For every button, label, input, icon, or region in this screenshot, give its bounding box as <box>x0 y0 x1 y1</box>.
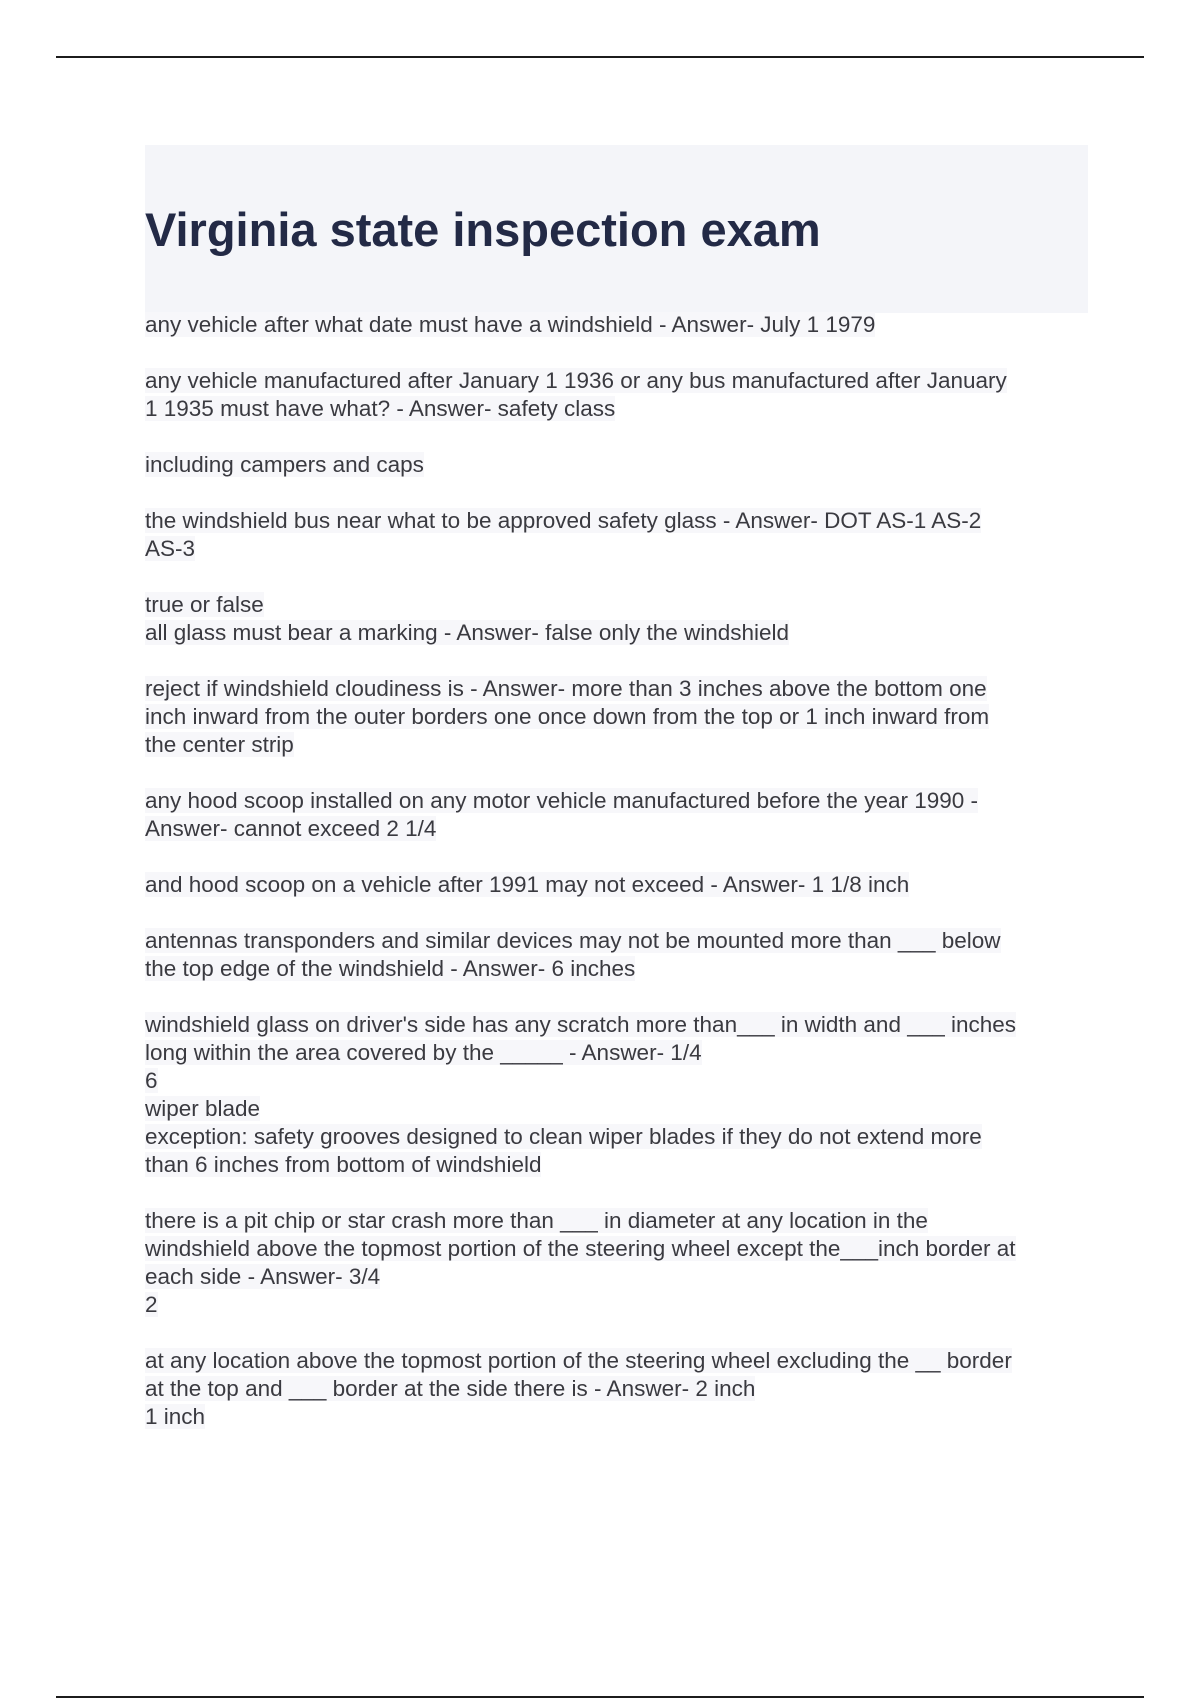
qa-line-text: 2 <box>145 1292 158 1317</box>
qa-line <box>145 507 1090 535</box>
qa-line-text: the center strip <box>145 732 294 757</box>
document-title: Virginia state inspection exam <box>145 203 821 256</box>
header-rule <box>56 56 1144 58</box>
qa-entry <box>145 1207 1090 1319</box>
qa-line <box>145 675 1090 703</box>
qa-line <box>145 1263 1090 1291</box>
qa-line-text: and hood scoop on a vehicle after 1991 may not exceed - Answer- 1 1/8 inch <box>145 872 910 897</box>
qa-line-text: including campers and caps <box>145 452 424 477</box>
qa-line-text: all glass must bear a marking - Answer- false only the windshield <box>145 620 790 645</box>
qa-line <box>145 1403 1090 1431</box>
qa-line <box>145 703 1090 731</box>
qa-line-text: 6 <box>145 1068 158 1093</box>
qa-line <box>145 1095 1090 1123</box>
qa-line <box>145 1235 1090 1263</box>
qa-line <box>145 1011 1090 1039</box>
qa-line <box>145 731 1090 759</box>
qa-line-text: the windshield bus near what to be approved safety glass - Answer- DOT AS-1 AS-2 <box>145 508 982 533</box>
qa-line-text: windshield glass on driver's side has any scratch more than___ in width and ___ inches <box>145 1012 1017 1037</box>
qa-line-text: at any location above the topmost portion of the steering wheel excluding the __ border <box>145 1348 1012 1373</box>
qa-line <box>145 591 1090 619</box>
qa-line-text: true or false <box>145 592 264 617</box>
qa-line-text: exception: safety grooves designed to clean wiper blades if they do not extend more <box>145 1124 982 1149</box>
qa-line <box>145 871 1090 899</box>
qa-line-text: than 6 inches from bottom of windshield <box>145 1152 542 1177</box>
qa-line-text: any hood scoop installed on any motor vehicle manufactured before the year 1990 - <box>145 788 979 813</box>
qa-line-text: Answer- cannot exceed 2 1/4 <box>145 816 437 841</box>
qa-entry <box>145 1347 1090 1431</box>
qa-line-text: inch inward from the outer borders one once down from the top or 1 inch inward from <box>145 704 990 729</box>
qa-line <box>145 1291 1090 1319</box>
qa-line <box>145 619 1090 647</box>
qa-entry <box>145 367 1090 423</box>
qa-line <box>145 1375 1090 1403</box>
qa-entry <box>145 591 1090 647</box>
qa-line <box>145 1123 1090 1151</box>
qa-line-text: any vehicle after what date must have a windshield - Answer- July 1 1979 <box>145 312 876 337</box>
qa-line <box>145 311 1090 339</box>
qa-line-text: antennas transponders and similar devices may not be mounted more than ___ below <box>145 928 1001 953</box>
qa-line-text: there is a pit chip or star crash more than ___ in diameter at any location in the <box>145 1208 928 1233</box>
qa-line-text: the top edge of the windshield - Answer- 6 inches <box>145 956 636 981</box>
footer-rule <box>56 1696 1144 1698</box>
qa-list <box>145 311 1090 1459</box>
qa-line <box>145 1207 1090 1235</box>
qa-entry <box>145 507 1090 563</box>
qa-entry <box>145 451 1090 479</box>
qa-entry <box>145 675 1090 759</box>
qa-line <box>145 1067 1090 1095</box>
qa-entry <box>145 1011 1090 1179</box>
qa-line-text: windshield above the topmost portion of the steering wheel except the___inch border at <box>145 1236 1016 1261</box>
qa-line <box>145 367 1090 395</box>
qa-line <box>145 451 1090 479</box>
qa-line-text: 1 1935 must have what? - Answer- safety class <box>145 396 616 421</box>
qa-entry <box>145 787 1090 843</box>
qa-line-text: any vehicle manufactured after January 1 1936 or any bus manufactured after January <box>145 368 1007 393</box>
qa-line-text: long within the area covered by the _____ - Answer- 1/4 <box>145 1040 702 1065</box>
qa-line <box>145 787 1090 815</box>
qa-line <box>145 535 1090 563</box>
qa-line <box>145 395 1090 423</box>
qa-line <box>145 927 1090 955</box>
qa-entry <box>145 311 1090 339</box>
qa-line-text: at the top and ___ border at the side there is - Answer- 2 inch <box>145 1376 756 1401</box>
qa-entry <box>145 871 1090 899</box>
qa-line <box>145 815 1090 843</box>
qa-line <box>145 1347 1090 1375</box>
qa-line <box>145 955 1090 983</box>
qa-line-text: AS-3 <box>145 536 196 561</box>
qa-line-text: 1 inch <box>145 1404 206 1429</box>
qa-line-text: wiper blade <box>145 1096 261 1121</box>
qa-line <box>145 1151 1090 1179</box>
qa-line-text: each side - Answer- 3/4 <box>145 1264 381 1289</box>
qa-entry <box>145 927 1090 983</box>
qa-line <box>145 1039 1090 1067</box>
qa-line-text: reject if windshield cloudiness is - Answer- more than 3 inches above the bottom one <box>145 676 987 701</box>
